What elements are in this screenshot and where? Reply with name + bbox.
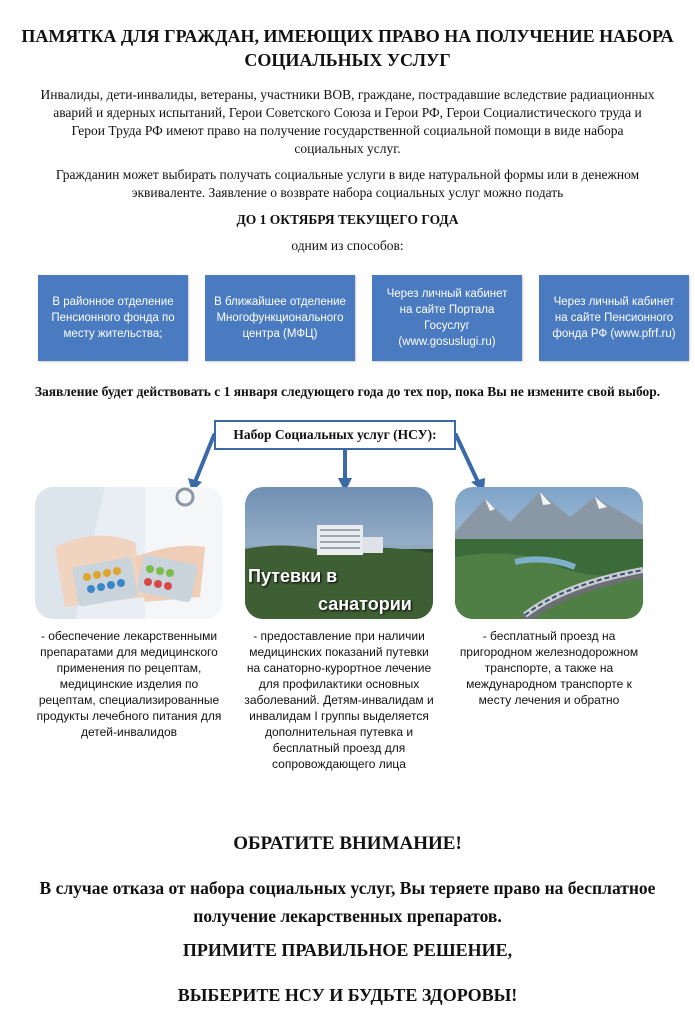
ways-intro: одним из способов: — [291, 238, 404, 253]
way-box-gosuslugi: Через личный кабинет на сайте Портала Госуслуг (www.gosuslugi.ru) — [372, 275, 522, 361]
intro-paragraph: Инвалиды, дети-инвалиды, ветераны, участники ВОВ, граждане, пострадавшие вследствие радиационных аварий и ядерных испытаний, Герои Советского Союза и Герои РФ, Герои Социалистического труда и Герои Труда РФ имеют право на получение государственной социальной помощи в виде набора социальных услуг. — [40, 87, 655, 156]
service-medicine: - обеспечение лекарственными препаратами для медицинского применения по рецептам, медицинские изделия по рецептам, специализированные продукты лечебного питания для детей-инвалидов — [36, 629, 222, 739]
validity-note: Заявление будет действовать с 1 января следующего года до тех пор, пока Вы не измените свой выбор. — [34, 384, 661, 399]
call-to-action-1: ПРИМИТЕ ПРАВИЛЬНОЕ РЕШЕНИЕ, — [182, 940, 513, 960]
way-box-pfrf: Через личный кабинет на сайте Пенсионного фонда РФ (www.pfrf.ru) — [539, 275, 689, 361]
choice-paragraph: Гражданин может выбирать получать социальные услуги в виде натуральной формы или в денежном эквиваленте. Заявление о возврате набора социальных услуг можно подать — [55, 167, 640, 200]
service-sanatorium: - предоставление при наличии медицинских показаний путевки на санаторно-курортное лечение для профилактики основных заболеваний. Детям-инвалидам и инвалидам I группы выделяется дополнительная путевка и бесплатный проезд для сопровождающего лица — [244, 629, 434, 771]
attention-heading: ОБРАТИТЕ ВНИМАНИЕ! — [233, 833, 462, 854]
medicine-photo — [35, 487, 223, 619]
page-title: ПАМЯТКА ДЛЯ ГРАЖДАН, ИМЕЮЩИХ ПРАВО НА ПОЛУЧЕНИЕ НАБОРА СОЦИАЛЬНЫХ УСЛУГ — [21, 26, 674, 70]
way-box-mfc: В ближайшее отделение Многофункционального центра (МФЦ) — [205, 275, 355, 361]
nsu-label-box: Набор Социальных услуг (НСУ): — [214, 420, 456, 450]
warning-text: В случае отказа от набора социальных услуг, Вы теряете право на бесплатное получение лекарственных препаратов. — [39, 878, 656, 926]
arrow-right — [456, 435, 478, 482]
call-to-action-2: ВЫБЕРИТЕ НСУ И БУДЬТЕ ЗДОРОВЫ! — [177, 985, 518, 1005]
arrow-left — [195, 435, 214, 482]
sanatorium-caption-line1: Путевки в — [248, 566, 338, 586]
way-box-pension-office: В районное отделение Пенсионного фонда по месту жительства; — [38, 275, 188, 361]
train-photo — [455, 487, 643, 619]
service-transport: - бесплатный проезд на пригородном железнодорожном транспорте, а также на международном транспорте к месту лечения и обратно — [459, 629, 639, 707]
deadline-heading: ДО 1 ОКТЯБРЯ ТЕКУЩЕГО ГОДА — [236, 212, 459, 227]
sanatorium-caption-line2: санатории — [318, 594, 412, 614]
